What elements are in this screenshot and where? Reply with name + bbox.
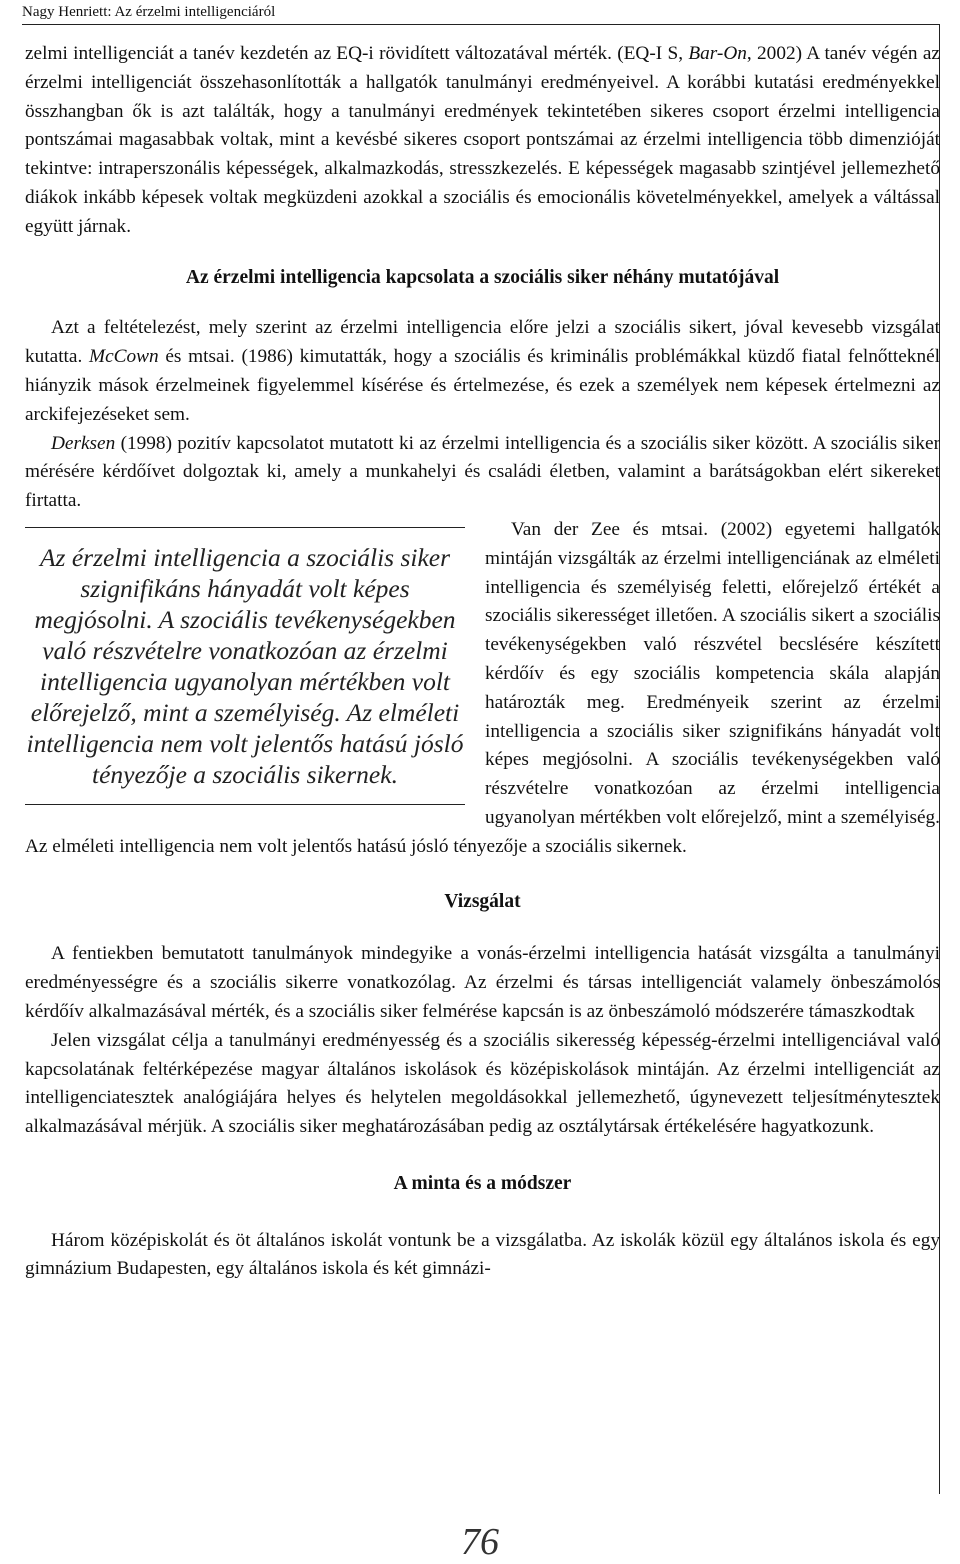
author-citation: Derksen [51, 432, 116, 454]
pull-quote: Az érzelmi intelligencia a szociális siker szignifikáns hányadát volt képes megjósolni. A szociális tevékenységekben való részvételre vonatkozóan az érzelmi intelligencia ugyanolyan mértékben volt előrejelző, mint a személyiség. Az elméleti intelligencia nem volt jelentős hatású jósló tényezője a szociális sikernek. [25, 527, 465, 805]
section-heading: Az érzelmi intelligencia kapcsolata a szociális siker néhány mutatójával [185, 266, 780, 288]
header-rule [22, 24, 940, 25]
paragraph: Derksen (1998) pozitív kapcsolatot mutatott ki az érzelmi intelligencia és a szociális siker között. A szociális siker mérésére kérdőívet dolgoztak ki, amely a munkahelyi és családi életben, valamint a barátságokban elért sikereket firtatta. [25, 432, 940, 512]
author-citation: Bar-On [688, 43, 747, 64]
paragraph: zelmi intelligenciát a tanév kezdetén az EQ-i rövidített változatával mérték. (EQ-I S, Bar-On, 2002) A tanév végén az érzelmi intelligenciát összehasonlították a hallgatók tanulmányi eredményeivel. A korábbi kutatási eredményekkel összhangban ők is azt találták, hogy a tanulmányi eredmények tekintetében sikeres csoport érzelmi intelligencia pontszámai magasabbak voltak, mint a kevésbé sikeres csoport pontszámai az érzelmi intelligencia több dimenzióját tekintve: intraperszonális képességek, alkalmazkodás, stresszkezelés. E képességek magasabb szintjével jellemezhető diákok inkább képesek voltak megküzdeni azokkal a szociális és emocionális követelményekkel, amelyek a váltással együtt járnak. [25, 43, 940, 237]
paragraph: Van der Zee és mtsai. (2002) egyetemi hallgatók mintáján vizsgálták az érzelmi intelligenciának az elméleti intelligencia és személyiség feletti, előrejelző értékét a szociális sikerességet illetően. A szociális sikert a szociális tevékenységekben való részvétel becslésére készített kérdőív és egy szociális kompetencia skála alapján határozták meg. Eredményeik szerint az érzelmi intelligencia a szociális siker szignifikáns hányadát volt képes megjósolni. A szociális tevékenységekben való részvételre vonatkozóan az érzelmi intelligencia ugyanolyan mértékben volt előrejelző, mint a személyiség. Az elméleti intelligencia nem volt jelentős hatású jósló tényezője a szociális sikernek. [25, 518, 940, 857]
article-body [25, 40, 940, 1284]
paragraph: Három középiskolát és öt általános iskolát vontunk be a vizsgálatba. Az iskolák közül egy általános iskola és egy gimnázium Budapesten, egy általános iskola és két gimnázi- [25, 1229, 940, 1280]
paragraph: A fentiekben bemutatott tanulmányok mindegyike a vonás-érzelmi intelligencia hatását vizsgálta a tanulmányi eredményességre és a szociális sikerre vonatkozólag. Az érzelmi és társas intelligenciát valamely önbeszámolós kérdőív alkalmazásával mérték, és a szociális siker felmérése kapcsán is az önbeszámoló módszerére támaszkodtak [25, 943, 940, 1022]
page-number: 76 [461, 1521, 499, 1563]
section-heading: Vizsgálat [444, 890, 521, 912]
author-citation: McCown [89, 346, 159, 368]
paragraph: Jelen vizsgálat célja a tanulmányi eredményesség és a szociális sikeresség képesség-érzelmi intelligenciával való kapcsolatának feltérképezése magyar általános iskolások és középiskolások mintáján. Az érzelmi intelligenciát az intelligenciatesztek analógiájára helyes és helytelen megoldásokkal jellemezhető, úgynevezett teljesítménytesztek alkalmazásával mérjük. A szociális siker meghatározásában pedig az osztálytársak értékelésére hagyatkozunk. [25, 1029, 940, 1138]
paragraph: Azt a feltételezést, mely szerint az érzelmi intelligencia előre jelzi a szociális sikert, jóval kevesebb vizsgálat kutatta. McCown és mtsai. (1986) kimutatták, hogy a szociális és kriminális problémákkal küzdő fiatal felnőtteknél hiányzik mások érzelmeinek figyelemmel kísérése és értelmezése, és ezek a személyek nem képesek értelmezni az arckifejezéseket sem. [25, 317, 940, 425]
section-heading: A minta és a módszer [393, 1172, 572, 1194]
running-head: Nagy Henriett: Az érzelmi intelligenciáról [22, 4, 276, 20]
